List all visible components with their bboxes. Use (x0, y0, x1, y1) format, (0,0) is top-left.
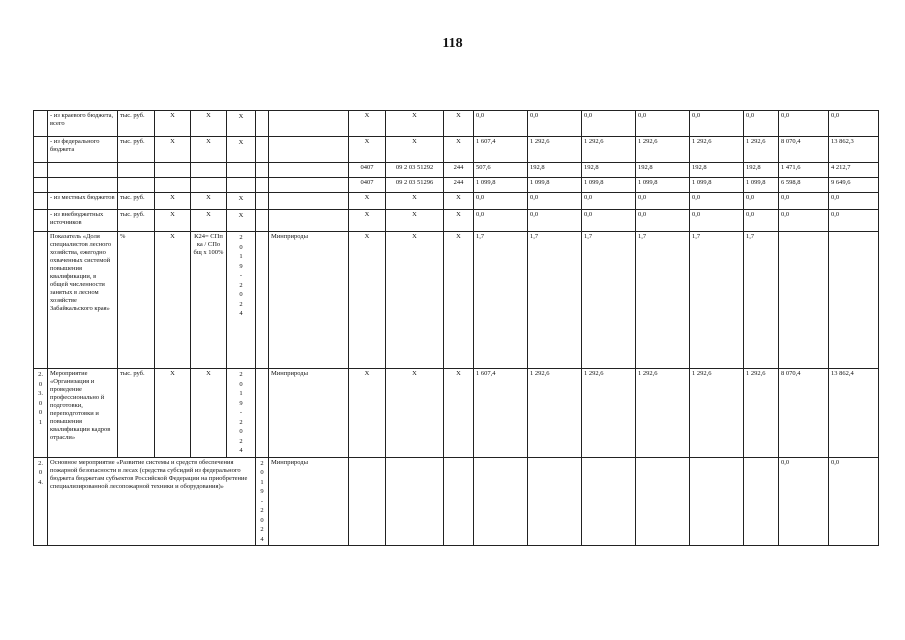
row-value: 192,8 (690, 163, 744, 178)
row-col-1: X (155, 111, 191, 137)
table-row (34, 457, 879, 546)
row-code-target: 09 2 03 51296 (386, 178, 444, 193)
row-col-3 (227, 210, 256, 232)
row-executor (269, 137, 349, 163)
row-value: 1 292,6 (528, 137, 582, 163)
row-col-3 (256, 457, 269, 546)
row-number (34, 232, 48, 369)
row-unit: тыс. руб. (118, 210, 155, 232)
row-number (34, 178, 48, 193)
row-value: 1,7 (528, 232, 582, 369)
row-executor: Минприроды (269, 369, 349, 458)
budget-table (33, 110, 879, 546)
row-col-3 (227, 193, 256, 210)
row-executor (269, 210, 349, 232)
row-col-1 (155, 163, 191, 178)
stacked-text: 2019-2024 (260, 459, 264, 543)
row-code-target: X (386, 232, 444, 369)
row-code-target: X (386, 369, 444, 458)
table-row (34, 210, 879, 232)
row-value: 1 292,6 (528, 369, 582, 458)
row-empty (349, 457, 386, 546)
row-code-target: X (386, 193, 444, 210)
row-value: 0,0 (744, 193, 779, 210)
row-name: Мероприятие «Организация и проведение профессионально й подготовки, переподготовки и повышения квалификации кадров отрасли» (48, 369, 118, 458)
row-value: 0,0 (744, 210, 779, 232)
row-value: 0,0 (528, 193, 582, 210)
row-value: 0,0 (779, 457, 829, 546)
row-empty (444, 457, 474, 546)
row-empty (636, 457, 690, 546)
row-code-type: X (444, 193, 474, 210)
row-value: 1 292,6 (582, 137, 636, 163)
row-col-3 (227, 232, 256, 369)
table-row (34, 232, 879, 369)
row-col-2: К24= СПп ка / СПо бщ x 100% (191, 232, 227, 369)
row-code-section: X (349, 137, 386, 163)
row-code-section: X (349, 232, 386, 369)
table-row (34, 178, 879, 193)
row-value (779, 232, 829, 369)
row-code-type: X (444, 137, 474, 163)
row-col-3 (227, 163, 256, 178)
row-value: 0,0 (690, 210, 744, 232)
row-value: 0,0 (528, 210, 582, 232)
row-value: 1,7 (474, 232, 528, 369)
row-value: 4 212,7 (829, 163, 879, 178)
row-empty (690, 457, 744, 546)
stacked-text: 2019-2024 (239, 234, 243, 317)
row-value: 1,7 (690, 232, 744, 369)
row-col-3 (227, 111, 256, 137)
row-value: 1 099,8 (528, 178, 582, 193)
table-row (34, 163, 879, 178)
row-code-type: 244 (444, 163, 474, 178)
row-executor: Минприроды (269, 232, 349, 369)
row-code-type: X (444, 111, 474, 137)
row-unit: % (118, 232, 155, 369)
stacked-text: 2019-2024 (239, 371, 243, 454)
row-value: 0,0 (779, 111, 829, 137)
stacked-text: X (238, 212, 244, 219)
row-value: 0,0 (636, 210, 690, 232)
row-number (34, 111, 48, 137)
row-value: 1 292,6 (690, 369, 744, 458)
row-col-1: X (155, 193, 191, 210)
row-value: 0,0 (829, 111, 879, 137)
row-number (34, 193, 48, 210)
row-value: 0,0 (528, 111, 582, 137)
row-col-1: X (155, 210, 191, 232)
row-name: - из внебюджетных источников (48, 210, 118, 232)
row-number (34, 457, 48, 546)
row-period-spacer (256, 137, 269, 163)
row-name: - из краевого бюджета, всего (48, 111, 118, 137)
table-row (34, 193, 879, 210)
row-unit: тыс. руб. (118, 111, 155, 137)
row-value: 1,7 (636, 232, 690, 369)
row-value: 0,0 (744, 111, 779, 137)
row-value: 0,0 (582, 111, 636, 137)
row-col-2: X (191, 111, 227, 137)
row-code-target: 09 2 03 51292 (386, 163, 444, 178)
row-value: 1 471,6 (779, 163, 829, 178)
row-number (34, 210, 48, 232)
row-value: 1 292,6 (636, 137, 690, 163)
stacked-text: X (238, 195, 244, 202)
table-row (34, 369, 879, 458)
row-period-spacer (256, 232, 269, 369)
row-executor (269, 178, 349, 193)
table-row (34, 111, 879, 137)
row-value: 0,0 (829, 457, 879, 546)
row-code-section: 0407 (349, 178, 386, 193)
row-value: 1 099,8 (744, 178, 779, 193)
row-code-section: X (349, 369, 386, 458)
row-empty (474, 457, 528, 546)
row-period-spacer (256, 210, 269, 232)
row-value: 192,8 (744, 163, 779, 178)
row-value: 0,0 (582, 210, 636, 232)
row-code-section: X (349, 210, 386, 232)
row-value: 192,8 (528, 163, 582, 178)
row-code-section: X (349, 111, 386, 137)
stacked-text: 2.03.001 (38, 371, 43, 426)
row-value (829, 232, 879, 369)
row-value: 1 607,4 (474, 137, 528, 163)
row-value: 0,0 (636, 111, 690, 137)
table-row (34, 137, 879, 163)
row-col-2: X (191, 137, 227, 163)
row-col-1 (155, 178, 191, 193)
row-col-2: X (191, 193, 227, 210)
row-value: 1 607,4 (474, 369, 528, 458)
row-period-spacer (256, 111, 269, 137)
row-value: 1 292,6 (690, 137, 744, 163)
row-value: 192,8 (582, 163, 636, 178)
row-name: - из федерального бюджета (48, 137, 118, 163)
row-code-type: 244 (444, 178, 474, 193)
row-value: 1 292,6 (636, 369, 690, 458)
row-value: 0,0 (636, 193, 690, 210)
row-value: 13 862,3 (829, 137, 879, 163)
row-value: 1,7 (744, 232, 779, 369)
row-executor (269, 193, 349, 210)
row-code-section: X (349, 193, 386, 210)
row-value: 0,0 (829, 193, 879, 210)
row-unit (118, 178, 155, 193)
row-value: 1 292,6 (744, 369, 779, 458)
row-code-type: X (444, 369, 474, 458)
row-col-2 (191, 163, 227, 178)
stacked-text: X (238, 139, 244, 146)
row-name: Показатель «Доля специалистов лесного хозяйства, ежегодно охваченных системой повышения квалификации, в общей численности занятых в лесном хозяйстве Забайкальского края» (48, 232, 118, 369)
row-number (34, 163, 48, 178)
row-executor (269, 111, 349, 137)
row-period-spacer (256, 193, 269, 210)
row-unit: тыс. руб. (118, 369, 155, 458)
row-value: 0,0 (582, 193, 636, 210)
page-number: 118 (442, 36, 463, 51)
row-value: 192,8 (636, 163, 690, 178)
row-value: 1 099,8 (582, 178, 636, 193)
row-value: 0,0 (690, 193, 744, 210)
row-col-2 (191, 178, 227, 193)
row-executor (269, 163, 349, 178)
row-col-2: X (191, 369, 227, 458)
row-code-type: X (444, 210, 474, 232)
row-value: 1 099,8 (636, 178, 690, 193)
stacked-text: 2.04. (38, 459, 43, 486)
row-value: 0,0 (829, 210, 879, 232)
row-code-target: X (386, 137, 444, 163)
row-unit: тыс. руб. (118, 137, 155, 163)
row-number (34, 137, 48, 163)
row-code-target: X (386, 210, 444, 232)
row-value: 1 099,8 (474, 178, 528, 193)
row-empty (386, 457, 444, 546)
row-value: 507,6 (474, 163, 528, 178)
row-value: 0,0 (779, 210, 829, 232)
row-empty (528, 457, 582, 546)
row-col-3 (227, 137, 256, 163)
row-col-2: X (191, 210, 227, 232)
row-value: 0,0 (474, 111, 528, 137)
row-value: 9 649,6 (829, 178, 879, 193)
row-executor: Минприроды (269, 457, 349, 546)
row-value: 8 070,4 (779, 369, 829, 458)
row-name: - из местных бюджетов (48, 193, 118, 210)
row-value: 0,0 (779, 193, 829, 210)
row-value: 1 292,6 (582, 369, 636, 458)
row-col-1: X (155, 232, 191, 369)
row-col-3 (227, 369, 256, 458)
row-value: 8 070,4 (779, 137, 829, 163)
row-value: 0,0 (690, 111, 744, 137)
row-period-spacer (256, 163, 269, 178)
row-value: 13 862,4 (829, 369, 879, 458)
row-period-spacer (256, 178, 269, 193)
row-unit (118, 163, 155, 178)
row-value: 6 598,8 (779, 178, 829, 193)
row-code-type: X (444, 232, 474, 369)
row-col-1: X (155, 369, 191, 458)
row-number (34, 369, 48, 458)
row-name: Основное мероприятие «Развитие системы и средств обеспечения пожарной безопасности в лесах (средства субсидий из федерального бюджета бюджетам субъектов Российской Федерации на приобретение специализированной лесопожарной техники и оборудования)» (48, 457, 256, 546)
stacked-text: X (238, 113, 244, 120)
row-value: 0,0 (474, 210, 528, 232)
row-empty (582, 457, 636, 546)
row-value: 1 292,6 (744, 137, 779, 163)
row-value: 1 099,8 (690, 178, 744, 193)
row-period-spacer (256, 369, 269, 458)
row-unit: тыс. руб. (118, 193, 155, 210)
row-col-1: X (155, 137, 191, 163)
row-value: 0,0 (474, 193, 528, 210)
row-name (48, 178, 118, 193)
row-empty (744, 457, 779, 546)
row-code-target: X (386, 111, 444, 137)
row-col-3 (227, 178, 256, 193)
row-name (48, 163, 118, 178)
row-value: 1,7 (582, 232, 636, 369)
row-code-section: 0407 (349, 163, 386, 178)
